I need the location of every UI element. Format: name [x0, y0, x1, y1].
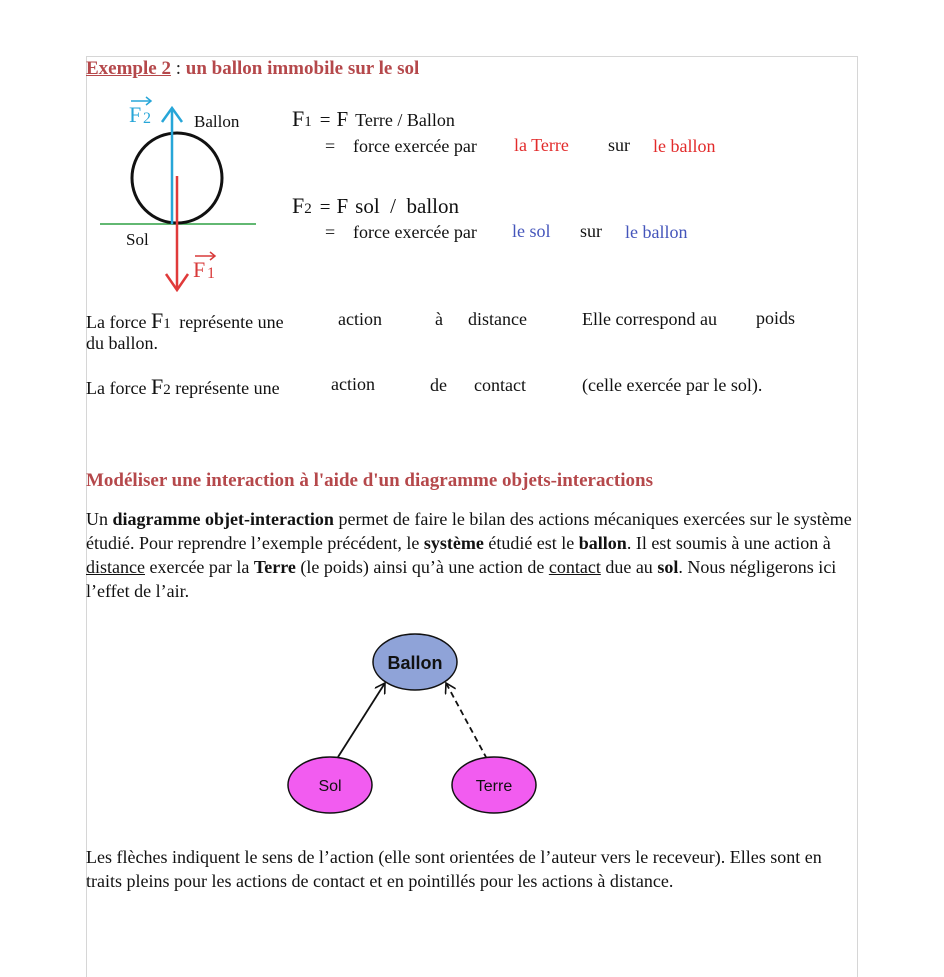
arrows-explanation: Les flèches indiquent le sens de l’action (elle sont orientées de l’auteur vers le receveur). Elles sont en traits pleins pour les actions de contact et en pointillés pour les actions à distance. — [86, 847, 822, 891]
example-heading-sep: : — [170, 58, 186, 79]
p1-text: étudié est le — [483, 533, 579, 553]
f2-f: F — [336, 194, 349, 218]
ballon-label: Ballon — [194, 112, 240, 131]
f2-pair: sol / ballon — [355, 194, 459, 218]
f1-receiver: le ballon — [653, 136, 716, 156]
s1-force: F — [150, 308, 164, 333]
s1-w2: à — [435, 309, 443, 329]
p1-bold-terre: Terre — [253, 557, 296, 577]
f2-index: 2 — [143, 110, 151, 127]
f1-pair: Terre / Ballon — [355, 110, 455, 130]
p1-text: . Il est soumis à une action à — [626, 533, 831, 553]
f2-name-index: 2 — [304, 201, 312, 217]
p1-bold-sol: sol — [657, 557, 679, 577]
example-heading-rest: un ballon immobile sur le sol — [185, 58, 420, 79]
f2-definition — [292, 193, 459, 219]
s2-start: La force — [86, 378, 147, 398]
section2-heading: Modéliser une interaction à l'aide d'un diagramme objets-interactions — [86, 470, 653, 491]
s1-w3: distance — [468, 309, 527, 329]
node-terre-label: Terre — [475, 778, 513, 795]
f2-letter: F — [129, 102, 142, 127]
f2-eq: = — [319, 197, 331, 218]
f1-sur: sur — [608, 135, 630, 155]
contact-arrow — [338, 683, 385, 757]
p1-text: (le poids) ainsi qu’à une action de — [295, 557, 549, 577]
s2-w3: contact — [474, 375, 526, 395]
node-ballon-label: Ballon — [387, 653, 443, 673]
s2-w1: action — [331, 374, 375, 394]
f1-line2-text: force exercée par — [353, 136, 477, 156]
f1-index: 1 — [207, 265, 215, 282]
f2-name: F — [292, 193, 305, 218]
example-heading-prefix: Exemple 2 — [86, 58, 171, 79]
f1-letter: F — [193, 257, 206, 282]
f2-author: le sol — [512, 221, 551, 241]
sentence1-start — [86, 308, 284, 334]
p1-bold-systeme: système — [423, 533, 484, 553]
p1-underline-distance: distance — [86, 557, 145, 577]
s2-mid: représente une — [175, 378, 280, 398]
section2-paragraph — [86, 507, 858, 603]
s1-index: 1 — [163, 316, 171, 332]
s1-end: du ballon. — [86, 333, 158, 353]
f1-definition — [292, 106, 455, 132]
sol-label: Sol — [126, 230, 149, 249]
s1-w1: action — [338, 309, 382, 329]
distance-arrow — [446, 683, 487, 759]
sentence2-start — [86, 374, 280, 400]
f2-line2-eq: = — [325, 222, 336, 242]
example-heading — [86, 58, 419, 80]
p1-underline-contact: contact — [548, 557, 601, 577]
f2-line2-text: force exercée par — [353, 222, 477, 242]
s1-mid: représente une — [179, 312, 284, 332]
s2-force: F — [150, 374, 164, 399]
s1-w5: poids — [756, 308, 796, 328]
f1-line2-eq: = — [325, 136, 336, 156]
f1-eq: = — [319, 110, 331, 131]
p1-bold-ballon: ballon — [578, 533, 627, 553]
s2-w2: de — [430, 375, 447, 395]
f1-author: la Terre — [514, 135, 569, 155]
f1-name: F — [292, 106, 305, 131]
p1-text: due au — [600, 557, 658, 577]
node-sol-label: Sol — [318, 778, 342, 795]
objects-interactions-diagram — [280, 630, 550, 820]
s1-start: La force — [86, 312, 147, 332]
p1-text: permet de faire le bilan des actions mécaniques exercées sur le système étudié. Pour reprendre l’exemple précédent, le — [86, 509, 852, 553]
s2-w4: (celle exercée par le sol). — [582, 375, 763, 395]
f2-receiver: le ballon — [625, 222, 688, 242]
p1-text: Un — [86, 509, 113, 529]
f1-name-index: 1 — [304, 114, 312, 130]
p1-text: . Nous négligerons ici l’effet de l’air. — [86, 557, 837, 601]
p1-text: exercée par la — [144, 557, 254, 577]
f2-sur: sur — [580, 221, 602, 241]
ballon-figure — [96, 96, 266, 292]
s1-w4: Elle correspond au — [582, 309, 717, 329]
s2-index: 2 — [163, 382, 171, 398]
p1-bold-term: diagramme objet-interaction — [112, 509, 334, 529]
f1-f: F — [336, 107, 349, 131]
